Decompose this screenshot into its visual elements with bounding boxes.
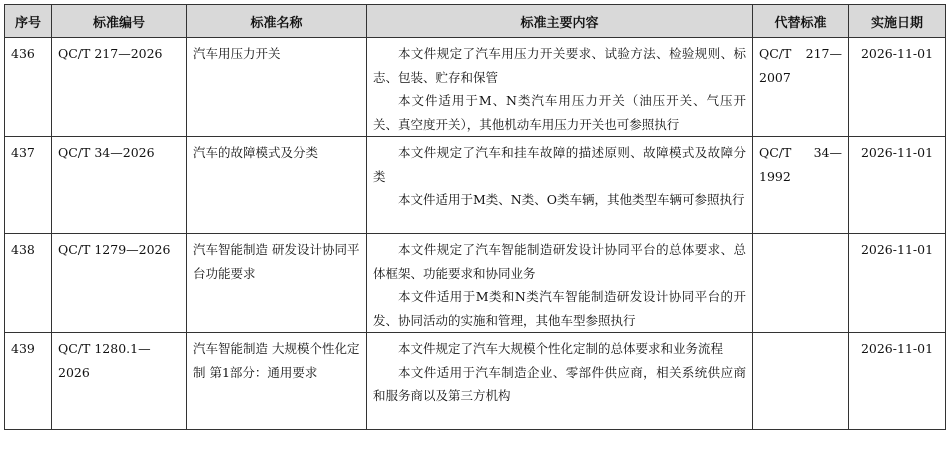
- header-name: 标准名称: [187, 5, 367, 38]
- row-no: 436: [5, 38, 52, 137]
- row-code: QC/T 1280.1—2026: [52, 333, 187, 430]
- standards-table: [4, 4, 946, 430]
- row-content: [367, 234, 753, 333]
- content-paragraph: 本文件适用于M类和N类汽车智能制造研发设计协同平台的开发、协同活动的实施和管理，其他车型参照执行: [373, 289, 746, 328]
- row-name: 汽车的故障模式及分类: [187, 137, 367, 234]
- row-code: QC/T 1279—2026: [52, 234, 187, 333]
- header-no: 序号: [5, 5, 52, 38]
- row-name: 汽车用压力开关: [187, 38, 367, 137]
- row-code: QC/T 217—2026: [52, 38, 187, 137]
- row-content: [367, 333, 753, 430]
- row-replace: QC/T 217—2007: [753, 38, 849, 137]
- row-date: 2026-11-01: [849, 333, 946, 430]
- row-no: 439: [5, 333, 52, 430]
- header-date: 实施日期: [849, 5, 946, 38]
- table-row: [5, 234, 946, 333]
- row-date: 2026-11-01: [849, 234, 946, 333]
- row-content: [367, 137, 753, 234]
- row-date: 2026-11-01: [849, 137, 946, 234]
- table-row: [5, 333, 946, 430]
- row-name: 汽车智能制造 大规模个性化定制 第1部分：通用要求: [187, 333, 367, 430]
- header-replace: 代替标准: [753, 5, 849, 38]
- row-replace: QC/T 34—1992: [753, 137, 849, 234]
- content-paragraph: 本文件规定了汽车智能制造研发设计协同平台的总体要求、总体框架、功能要求和协同业务: [373, 242, 746, 281]
- table-row: [5, 38, 946, 137]
- header-content: 标准主要内容: [367, 5, 753, 38]
- content-paragraph: 本文件适用于M、N类汽车用压力开关（油压开关、气压开关、真空度开关），其他机动车用压力开关也可参照执行: [373, 93, 746, 132]
- row-replace: [753, 333, 849, 430]
- header-code: 标准编号: [52, 5, 187, 38]
- row-code: QC/T 34—2026: [52, 137, 187, 234]
- table-header-row: [5, 5, 946, 38]
- table-row: [5, 137, 946, 234]
- row-no: 437: [5, 137, 52, 234]
- content-paragraph: 本文件规定了汽车和挂车故障的描述原则、故障模式及故障分类: [373, 145, 746, 184]
- row-name: 汽车智能制造 研发设计协同平台功能要求: [187, 234, 367, 333]
- row-replace: [753, 234, 849, 333]
- row-date: 2026-11-01: [849, 38, 946, 137]
- row-content: [367, 38, 753, 137]
- content-paragraph: 本文件适用于M类、N类、O类车辆，其他类型车辆可参照执行: [398, 192, 745, 207]
- content-paragraph: 本文件规定了汽车大规模个性化定制的总体要求和业务流程: [398, 341, 724, 356]
- content-paragraph: 本文件适用于汽车制造企业、零部件供应商，相关系统供应商和服务商以及第三方机构: [373, 364, 746, 403]
- content-paragraph: 本文件规定了汽车用压力开关要求、试验方法、检验规则、标志、包装、贮存和保管: [373, 46, 746, 85]
- row-no: 438: [5, 234, 52, 333]
